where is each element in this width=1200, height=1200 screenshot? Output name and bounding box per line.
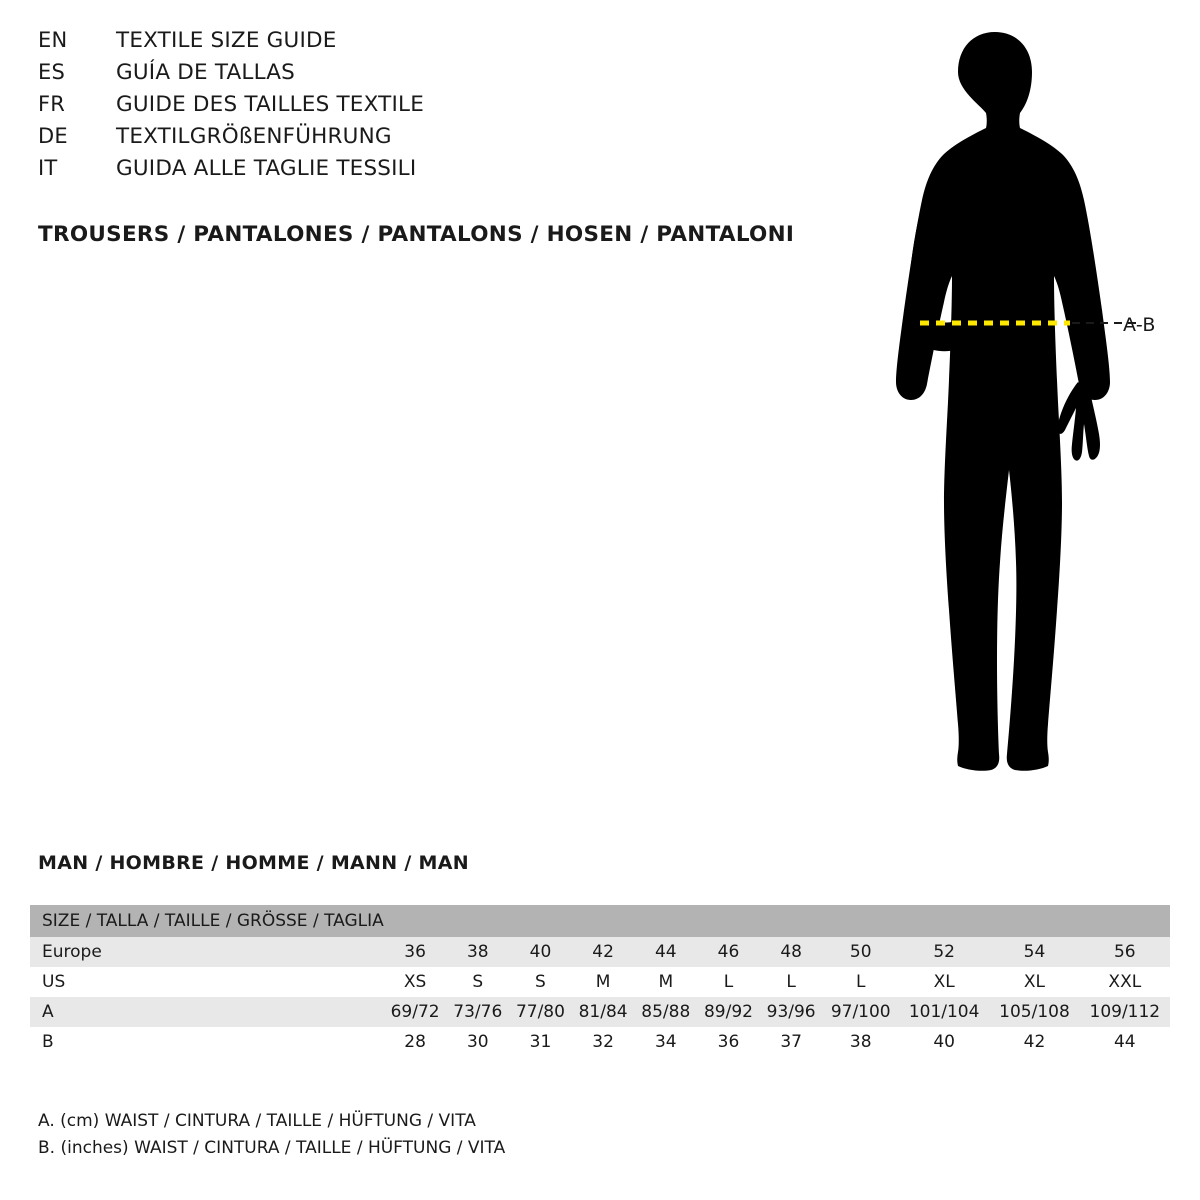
table-cell: 36 <box>697 1027 760 1057</box>
table-row <box>30 937 1170 967</box>
table-cell: 42 <box>572 937 635 967</box>
table-cell: 40 <box>509 937 572 967</box>
table-cell: XL <box>899 967 989 997</box>
language-row <box>38 92 858 124</box>
body-silhouette-figure <box>810 10 1190 810</box>
row-label: B <box>30 1027 384 1057</box>
table-cell: 38 <box>446 937 509 967</box>
table-cell: 77/80 <box>509 997 572 1027</box>
table-cell: 44 <box>634 937 697 967</box>
language-list <box>38 28 858 188</box>
row-label: A <box>30 997 384 1027</box>
table-cell: 30 <box>446 1027 509 1057</box>
footnote-a: A. (cm) WAIST / CINTURA / TAILLE / HÜFTUNG / VITA <box>38 1111 476 1131</box>
table-cell: 73/76 <box>446 997 509 1027</box>
language-row <box>38 28 858 60</box>
size-table <box>30 905 1170 1057</box>
table-cell: 101/104 <box>899 997 989 1027</box>
language-text: TEXTILE SIZE GUIDE <box>116 28 337 53</box>
measure-label-ab: A-B <box>1123 314 1156 336</box>
table-cell: 36 <box>384 937 447 967</box>
table-cell: 109/112 <box>1080 997 1170 1027</box>
table-row <box>30 967 1170 997</box>
table-cell: 105/108 <box>989 997 1079 1027</box>
table-cell: 56 <box>1080 937 1170 967</box>
language-code: DE <box>38 124 68 148</box>
table-cell: 40 <box>899 1027 989 1057</box>
table-cell: XXL <box>1080 967 1170 997</box>
table-cell: M <box>572 967 635 997</box>
language-code: FR <box>38 92 66 116</box>
table-cell: 69/72 <box>384 997 447 1027</box>
table-cell: 85/88 <box>634 997 697 1027</box>
table-cell: 93/96 <box>760 997 823 1027</box>
language-code: ES <box>38 60 65 84</box>
language-row <box>38 156 858 188</box>
language-text: TEXTILGRÖßENFÜHRUNG <box>116 124 392 149</box>
language-text: GUIDA ALLE TAGLIE TESSILI <box>116 156 417 181</box>
language-row <box>38 60 858 92</box>
language-code: IT <box>38 156 58 180</box>
table-cell: L <box>697 967 760 997</box>
table-row <box>30 997 1170 1027</box>
table-cell: XS <box>384 967 447 997</box>
table-cell: S <box>509 967 572 997</box>
table-cell: L <box>760 967 823 997</box>
table-cell: 97/100 <box>822 997 899 1027</box>
garment-type-heading: TROUSERS / PANTALONES / PANTALONS / HOSEN / PANTALONI <box>38 222 795 247</box>
language-text: GUIDE DES TAILLES TEXTILE <box>116 92 424 117</box>
table-cell: 32 <box>572 1027 635 1057</box>
footnotes <box>38 1108 505 1162</box>
table-cell: 50 <box>822 937 899 967</box>
table-cell: XL <box>989 967 1079 997</box>
row-label: US <box>30 967 384 997</box>
table-cell: 34 <box>634 1027 697 1057</box>
table-row <box>30 1027 1170 1057</box>
row-label: Europe <box>30 937 384 967</box>
table-cell: 46 <box>697 937 760 967</box>
table-cell: 42 <box>989 1027 1079 1057</box>
table-cell: 28 <box>384 1027 447 1057</box>
table-cell: 48 <box>760 937 823 967</box>
language-row <box>38 124 858 156</box>
table-cell: M <box>634 967 697 997</box>
language-code: EN <box>38 28 68 52</box>
table-cell: 81/84 <box>572 997 635 1027</box>
footnote-b: B. (inches) WAIST / CINTURA / TAILLE / HÜFTUNG / VITA <box>38 1138 506 1158</box>
table-cell: S <box>446 967 509 997</box>
table-cell: 37 <box>760 1027 823 1057</box>
table-header-row <box>30 905 1170 937</box>
table-cell: 38 <box>822 1027 899 1057</box>
table-header-label: SIZE / TALLA / TAILLE / GRÖSSE / TAGLIA <box>30 905 384 937</box>
table-cell: 52 <box>899 937 989 967</box>
table-cell: L <box>822 967 899 997</box>
gender-section-title: MAN / HOMBRE / HOMME / MANN / MAN <box>38 852 469 874</box>
silhouette-shape <box>896 32 1110 771</box>
table-cell: 31 <box>509 1027 572 1057</box>
language-text: GUÍA DE TALLAS <box>116 60 296 85</box>
table-cell: 44 <box>1080 1027 1170 1057</box>
table-cell: 54 <box>989 937 1079 967</box>
table-cell: 89/92 <box>697 997 760 1027</box>
